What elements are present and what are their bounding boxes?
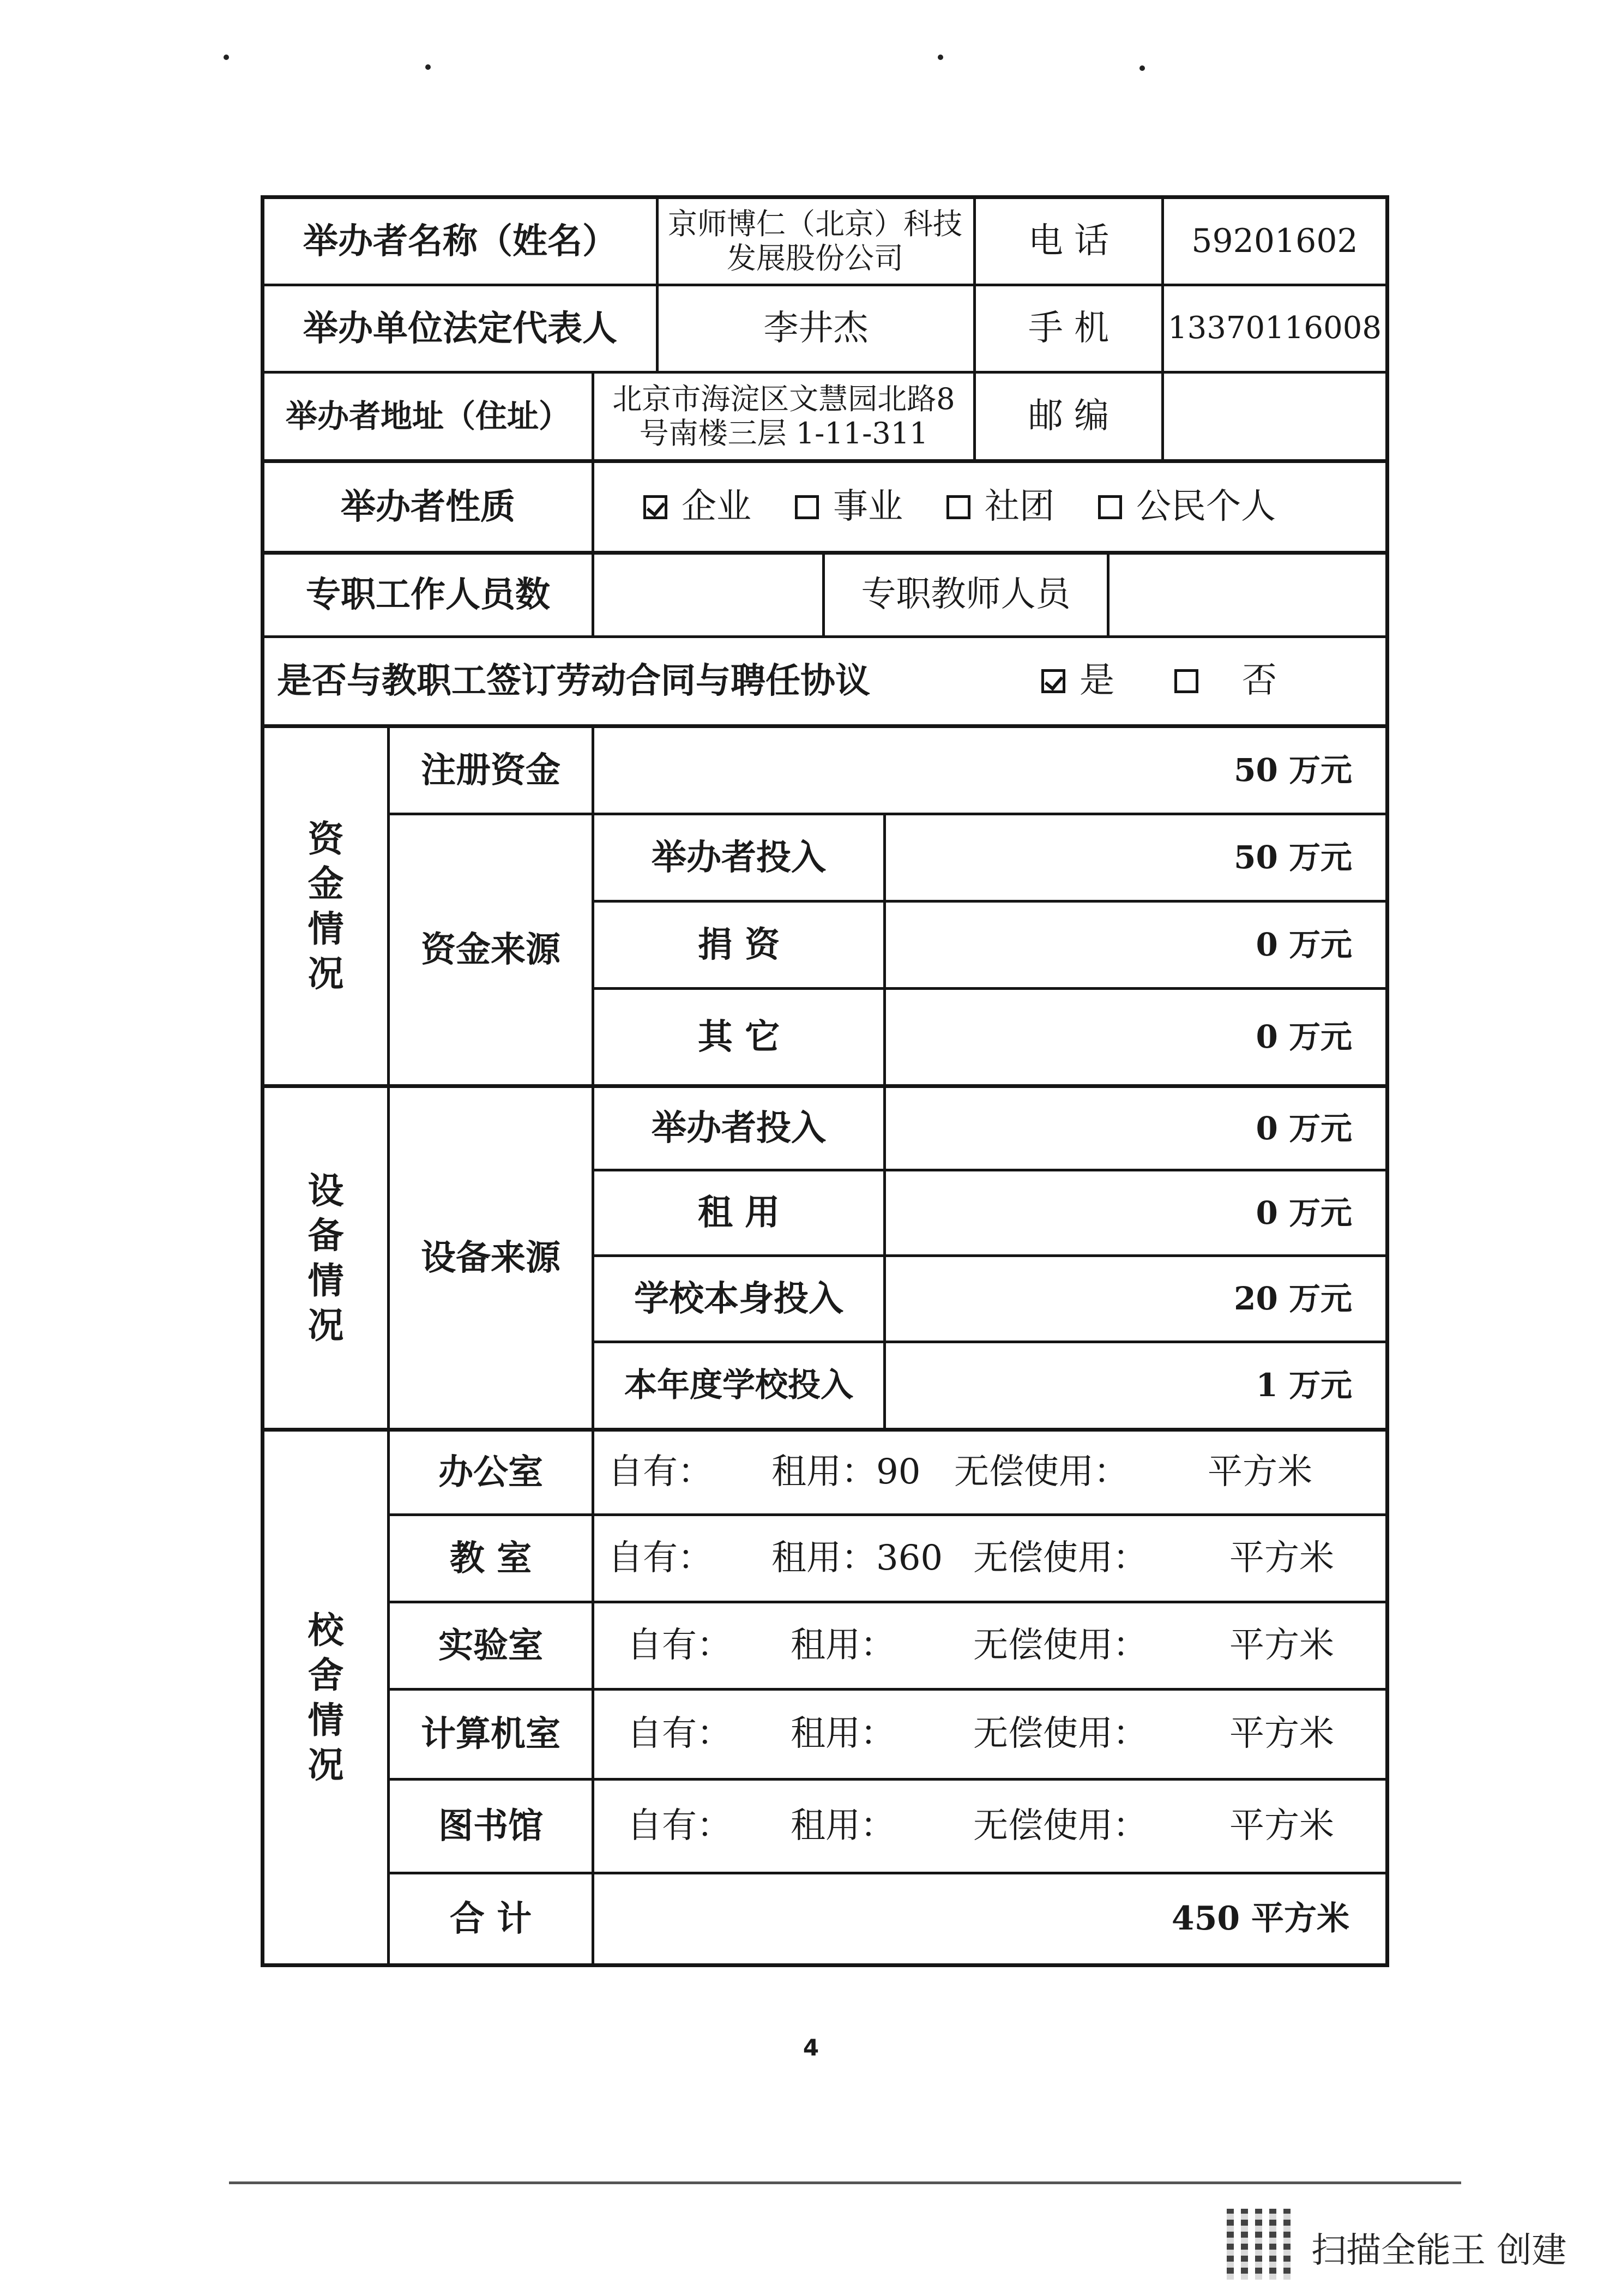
organizer-name-label: 举办者名称（姓名） — [303, 220, 617, 262]
premises-unit: 平方米 — [1208, 1452, 1312, 1493]
premises-row-label: 实验室 — [438, 1625, 543, 1666]
table-border — [261, 1963, 1389, 1967]
phone-value: 59201602 — [1191, 222, 1358, 260]
postcode-label: 邮 编 — [1028, 395, 1110, 436]
equipment-row-value: 0 万元 — [1256, 1194, 1352, 1231]
premises-rent: 租用：90 — [771, 1452, 921, 1493]
funds-row-value: 0 万元 — [1256, 1018, 1352, 1056]
table-border — [261, 195, 1389, 199]
equipment-source-label: 设备来源 — [421, 1237, 560, 1278]
contract-label: 是否与教职工签订劳动合同与聘任协议 — [277, 660, 870, 702]
premises-total-value: 450 平方米 — [1171, 1900, 1349, 1938]
nature-option-association[interactable]: 社团 — [946, 487, 1054, 527]
premises-row-label: 图书馆 — [438, 1805, 543, 1847]
premises-unit: 平方米 — [1229, 1537, 1334, 1578]
nature-label: 举办者性质 — [341, 486, 515, 527]
checkbox-icon — [946, 495, 970, 519]
equipment-row-value: 20 万元 — [1234, 1280, 1352, 1318]
legal-rep-value: 李井杰 — [763, 308, 869, 348]
premises-section-label: 校 舍 情 况 — [307, 1608, 344, 1786]
nature-option-individual[interactable]: 公民个人 — [1098, 487, 1276, 527]
funds-row-label: 举办者投入 — [652, 837, 826, 878]
mobile-value: 13370116008 — [1168, 310, 1382, 346]
funds-row-label: 其 它 — [697, 1016, 780, 1057]
checkbox-checked-icon — [643, 495, 667, 519]
premises-free: 无偿使用： — [973, 1805, 1148, 1846]
scan-dot — [938, 55, 943, 60]
premises-own: 自有： — [627, 1805, 732, 1846]
equipment-row-value: 0 万元 — [1256, 1109, 1352, 1147]
premises-own: 自有： — [627, 1714, 732, 1754]
row-divider — [261, 1428, 1389, 1432]
registered-capital-label: 注册资金 — [421, 749, 560, 791]
premises-unit: 平方米 — [1229, 1625, 1334, 1666]
scanner-brand: 扫描全能王 创建 — [1311, 2231, 1567, 2271]
contract-options — [1041, 638, 1379, 724]
funds-row-label: 捐 资 — [697, 924, 780, 965]
premises-row-label: 教 室 — [449, 1537, 532, 1579]
row-divider — [261, 1084, 1389, 1088]
premises-unit: 平方米 — [1229, 1714, 1334, 1754]
col-divider — [592, 371, 594, 461]
address-value: 北京市海淀区文慧园北路8号南楼三层 1-11-311 — [612, 382, 955, 450]
checkbox-checked-icon — [1041, 669, 1065, 693]
premises-rent: 租用： — [791, 1625, 895, 1666]
nature-option-enterprise[interactable]: 企业 — [643, 487, 751, 527]
row-divider — [261, 724, 1389, 728]
premises-free: 无偿使用： — [973, 1537, 1148, 1578]
premises-free: 无偿使用： — [973, 1714, 1148, 1754]
funds-source-label: 资金来源 — [421, 929, 560, 970]
fulltime-teacher-value[interactable] — [1110, 555, 1385, 635]
equipment-row-label: 本年度学校投入 — [624, 1366, 853, 1404]
contract-no-option[interactable]: 否 — [1174, 661, 1277, 701]
checkbox-icon — [795, 495, 819, 519]
mobile-label: 手 机 — [1028, 308, 1110, 348]
page-number: 4 — [803, 2034, 819, 2061]
contract-yes-option[interactable]: 是 — [1041, 661, 1114, 701]
premises-own: 自有： — [608, 1452, 713, 1493]
equipment-section-label: 设 备 情 况 — [307, 1169, 344, 1347]
scan-dot — [224, 55, 229, 60]
organizer-name-value: 京师博仁（北京）科技发展股份公司 — [668, 207, 962, 275]
equipment-row-label: 租 用 — [697, 1192, 780, 1234]
equipment-row-label: 学校本身投入 — [634, 1278, 843, 1319]
footer-divider — [229, 2181, 1461, 2184]
phone-label: 电 话 — [1028, 220, 1110, 261]
fulltime-staff-label: 专职工作人员数 — [306, 574, 550, 616]
row-divider — [261, 551, 1389, 555]
premises-unit: 平方米 — [1229, 1805, 1334, 1846]
fulltime-teacher-label: 专职教师人员 — [861, 574, 1071, 615]
postcode-value — [1164, 374, 1385, 459]
premises-rent: 租用： — [791, 1805, 895, 1846]
funds-row-value: 0 万元 — [1256, 926, 1352, 964]
premises-rent: 租用：360 — [771, 1537, 943, 1578]
premises-own: 自有： — [627, 1625, 732, 1666]
equipment-row-label: 举办者投入 — [652, 1108, 826, 1149]
qr-code-icon — [1227, 2209, 1298, 2280]
address-label: 举办者地址（住址） — [285, 398, 570, 435]
checkbox-icon — [1174, 669, 1198, 693]
checkbox-icon — [1098, 495, 1122, 519]
premises-row-label: 办公室 — [438, 1452, 543, 1493]
registered-capital-value: 50 万元 — [1234, 752, 1352, 789]
premises-row-label: 计算机室 — [421, 1714, 560, 1755]
nature-option-institution[interactable]: 事业 — [795, 487, 903, 527]
premises-free: 无偿使用： — [954, 1452, 1129, 1493]
funds-section-label: 资 金 情 况 — [307, 817, 344, 995]
premises-rent: 租用： — [791, 1714, 895, 1754]
premises-total-label: 合 计 — [449, 1898, 532, 1939]
row-divider — [261, 459, 1389, 463]
nature-options — [643, 463, 1385, 551]
scan-dot — [425, 64, 431, 70]
fulltime-staff-value[interactable] — [594, 555, 822, 635]
funds-row-value: 50 万元 — [1234, 839, 1352, 876]
premises-free: 无偿使用： — [973, 1625, 1148, 1666]
premises-own: 自有： — [608, 1537, 713, 1578]
scan-dot — [1139, 65, 1145, 71]
legal-rep-label: 举办单位法定代表人 — [303, 308, 617, 349]
equipment-row-value: 1 万元 — [1256, 1367, 1352, 1404]
